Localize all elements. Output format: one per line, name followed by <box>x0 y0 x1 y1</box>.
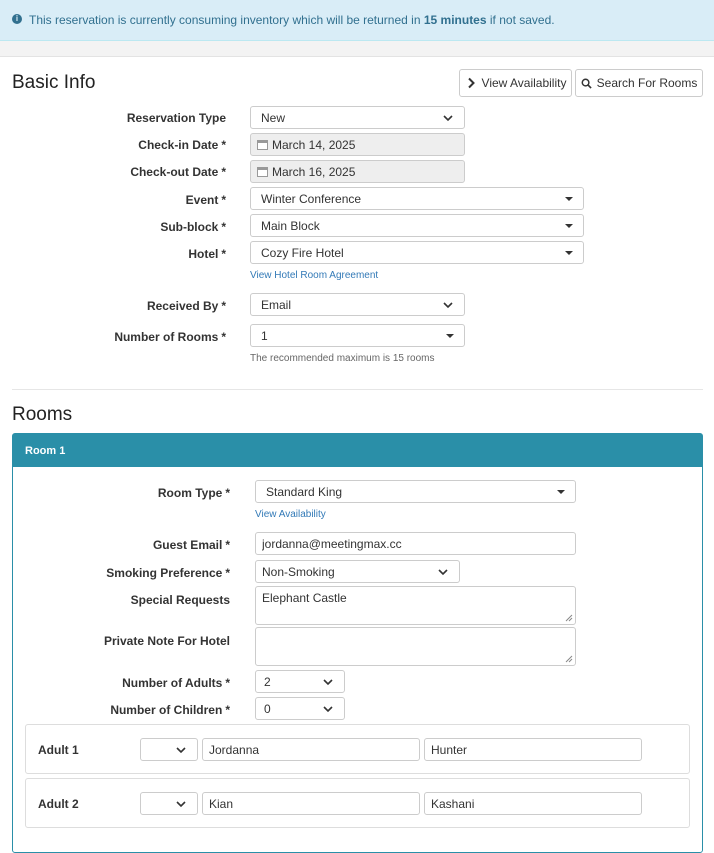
guest-last-name-input[interactable]: Hunter <box>424 738 642 761</box>
received-by-label: Received By * <box>146 299 226 313</box>
check-out-date-field: March 16, 2025 <box>250 160 465 183</box>
check-in-date-field: March 14, 2025 <box>250 133 465 156</box>
guest-row-adult-2 <box>25 778 690 828</box>
view-availability-label: View Availability <box>481 76 567 90</box>
check-in-label: Check-in Date * <box>138 138 226 152</box>
caret-down-icon <box>565 197 573 201</box>
private-note-label: Private Note For Hotel <box>103 634 230 648</box>
guest-email-label: Guest Email * <box>152 538 230 552</box>
info-icon: i <box>12 14 22 24</box>
room-view-availability-link[interactable]: View Availability <box>255 509 326 520</box>
number-of-rooms-select[interactable]: 1 <box>250 324 465 347</box>
chevron-down-icon <box>175 744 187 756</box>
room-panel <box>12 433 703 853</box>
number-of-adults-label: Number of Adults * <box>122 676 230 690</box>
toolbar-strip <box>0 41 714 57</box>
chevron-down-icon <box>442 299 454 311</box>
event-label: Event * <box>185 193 226 207</box>
resize-handle-icon[interactable] <box>565 614 573 622</box>
calendar-icon <box>257 140 268 150</box>
view-hotel-room-agreement-link[interactable]: View Hotel Room Agreement <box>250 270 379 281</box>
guest-first-name-input[interactable]: Jordanna <box>202 738 420 761</box>
special-requests-label: Special Requests <box>130 593 230 607</box>
number-of-adults-select[interactable]: 2 <box>255 670 345 693</box>
search-rooms-label: Search For Rooms <box>596 76 698 90</box>
guest-first-name-input[interactable]: Kian <box>202 792 420 815</box>
caret-down-icon <box>446 334 454 338</box>
number-of-rooms-label: Number of Rooms * <box>114 330 226 344</box>
section-divider <box>12 389 703 390</box>
chevron-down-icon <box>175 798 187 810</box>
special-requests-textarea[interactable]: Elephant Castle <box>255 586 576 625</box>
number-of-children-label: Number of Children * <box>110 703 230 717</box>
guest-label: Adult 1 <box>38 743 79 757</box>
guest-email-input[interactable]: jordanna@meetingmax.cc <box>255 532 576 555</box>
chevron-down-icon <box>322 676 334 688</box>
basic-info-title: Basic Info <box>12 72 96 93</box>
received-by-select[interactable]: Email <box>250 293 465 316</box>
search-icon <box>581 78 592 89</box>
room-panel-header: Room 1 <box>13 434 702 467</box>
check-out-label: Check-out Date * <box>130 165 226 179</box>
caret-down-icon <box>565 224 573 228</box>
number-of-children-select[interactable]: 0 <box>255 697 345 720</box>
guest-row-adult-1 <box>25 724 690 774</box>
search-rooms-button[interactable] <box>575 69 703 97</box>
guest-title-select[interactable] <box>140 738 198 761</box>
private-note-textarea[interactable] <box>255 627 576 666</box>
inventory-alert <box>0 0 714 41</box>
alert-message: This reservation is currently consuming inventory which will be returned in 15 minutes if not saved. <box>29 13 555 27</box>
reservation-type-label: Reservation Type <box>126 111 226 125</box>
guest-label: Adult 2 <box>38 797 79 811</box>
smoking-preference-label: Smoking Preference * <box>106 566 230 580</box>
room-type-select[interactable]: Standard King <box>255 480 576 503</box>
chevron-down-icon <box>442 112 454 124</box>
smoking-preference-select[interactable]: Non-Smoking <box>255 560 460 583</box>
chevron-right-icon <box>465 77 477 89</box>
hotel-label: Hotel * <box>188 247 226 261</box>
room-type-label: Room Type * <box>157 486 230 500</box>
guest-title-select[interactable] <box>140 792 198 815</box>
caret-down-icon <box>557 490 565 494</box>
chevron-down-icon <box>437 566 449 578</box>
reservation-type-select[interactable]: New <box>250 106 465 129</box>
event-select[interactable]: Winter Conference <box>250 187 584 210</box>
caret-down-icon <box>565 251 573 255</box>
chevron-down-icon <box>322 703 334 715</box>
hotel-select[interactable]: Cozy Fire Hotel <box>250 241 584 264</box>
calendar-icon <box>257 167 268 177</box>
sub-block-select[interactable]: Main Block <box>250 214 584 237</box>
guest-last-name-input[interactable]: Kashani <box>424 792 642 815</box>
view-availability-button[interactable] <box>459 69 572 97</box>
sub-block-label: Sub-block * <box>160 220 226 234</box>
rooms-help-text: The recommended maximum is 15 rooms <box>250 353 435 364</box>
resize-handle-icon[interactable] <box>565 655 573 663</box>
rooms-title: Rooms <box>12 404 73 425</box>
